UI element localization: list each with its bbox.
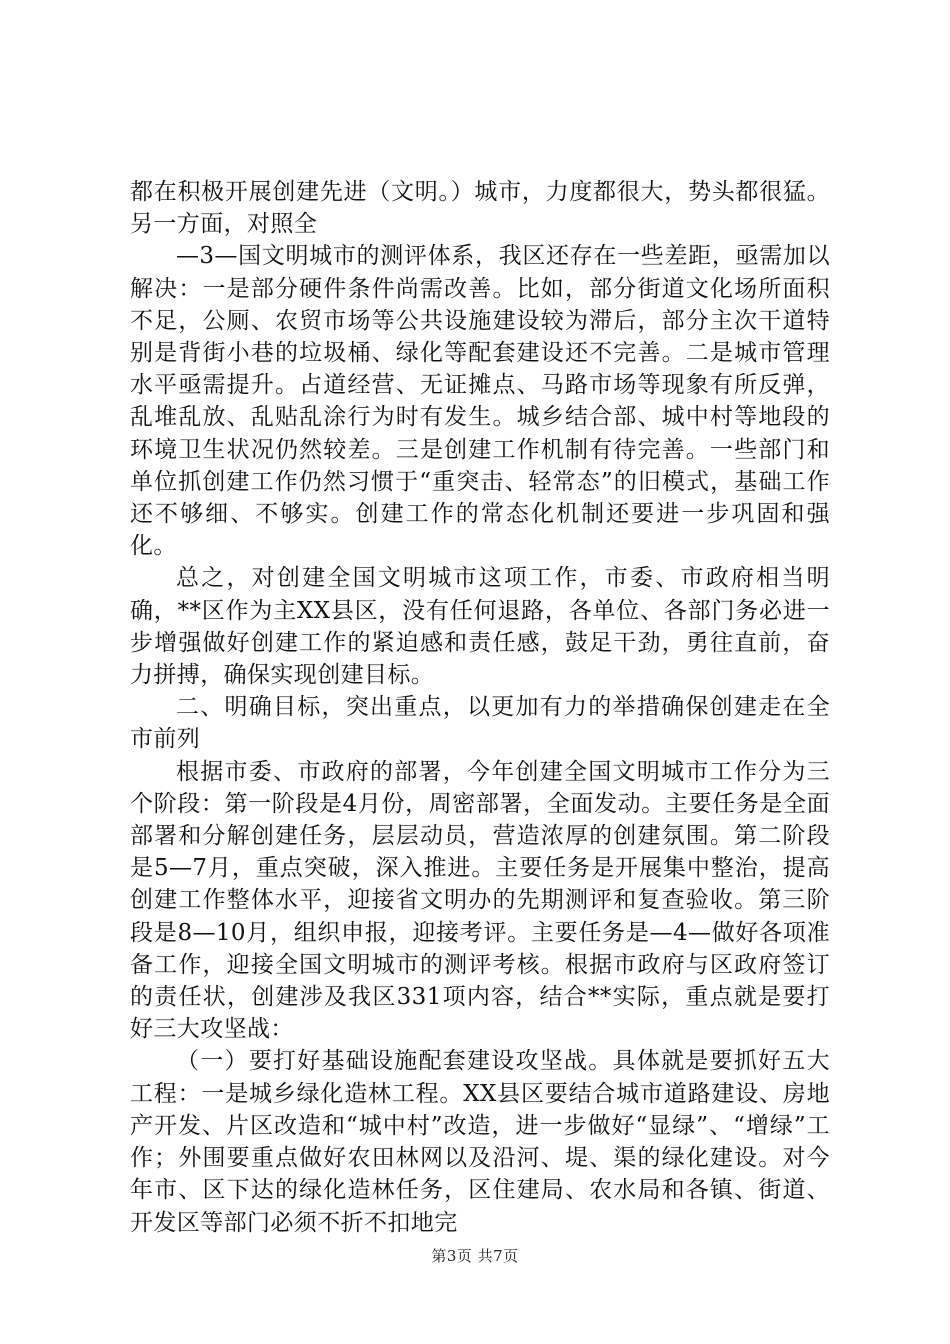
section-heading-2: 二、明确目标，突出重点，以更加有力的举措确保创建走在全市前列 <box>130 694 830 753</box>
paragraph-1: 都在积极开展创建先进（文明。）城市，力度都很大，势头都很猛。另一方面，对照全 <box>130 179 830 238</box>
paragraph-4: 根据市委、市政府的部署，今年创建全国文明城市工作分为三个阶段：第一阶段是4月份，周密部署，全面发动。主要任务是全面部署和分解创建任务，层层动员，营造浓厚的创建氛围。第二阶段是5—7月，重点突破，深入推进。主要任务是开展集中整治，提高创建工作整体水平，迎接省文明办的先期测评和复查验收。第三阶段是8—10月，组织申报，迎接考评。主要任务是—4—做好各项准备工作，迎接全国文明城市的测评考核。根据市政府与区政府签订的责任状，创建涉及我区331项内容，结合**实际，重点就是要打好三大攻坚战： <box>130 758 830 1043</box>
paragraph-3: 总之，对创建全国文明城市这项工作，市委、市政府相当明确，**区作为主XX县区，没有任何退路，各单位、各部门务必进一步增强做好创建工作的紧迫感和责任感，鼓足干劲，勇往直前，奋力拼搏，确保实现创建目标。 <box>130 565 830 689</box>
paragraph-2: —3—国文明城市的测评体系，我区还存在一些差距，亟需加以解决：一是部分硬件条件尚需改善。比如，部分街道文化场所面积不足，公厕、农贸市场等公共设施建设较为滞后，部分主次干道特别是背街小巷的垃圾桶、绿化等配套建设还不完善。二是城市管理水平亟需提升。占道经营、无证摊点、马路市场等现象有所反弹，乱堆乱放、乱贴乱涂行为时有发生。城乡结合部、城中村等地段的环境卫生状况仍然较差。三是创建工作机制有待完善。一些部门和单位抓创建工作仍然习惯于“重突击、轻常态”的旧模式，基础工作还不够细、不够实。创建工作的常态化机制还要进一步巩固和强化。 <box>130 243 830 560</box>
page-footer: 第3页 共7页 <box>431 1247 519 1265</box>
document-body <box>130 176 830 1239</box>
paragraph-5: （一）要打好基础设施配套建设攻坚战。具体就是要抓好五大工程：一是城乡绿化造林工程。XX县区要结合城市道路建设、房地产开发、片区改造和“城中村”改造，进一步做好“显绿”、“增绿”工作；外围要重点做好农田林网以及沿河、堤、渠的绿化建设。对今年市、区下达的绿化造林任务，区住建局、农水局和各镇、街道、开发区等部门必须不折不扣地完 <box>130 1048 830 1236</box>
